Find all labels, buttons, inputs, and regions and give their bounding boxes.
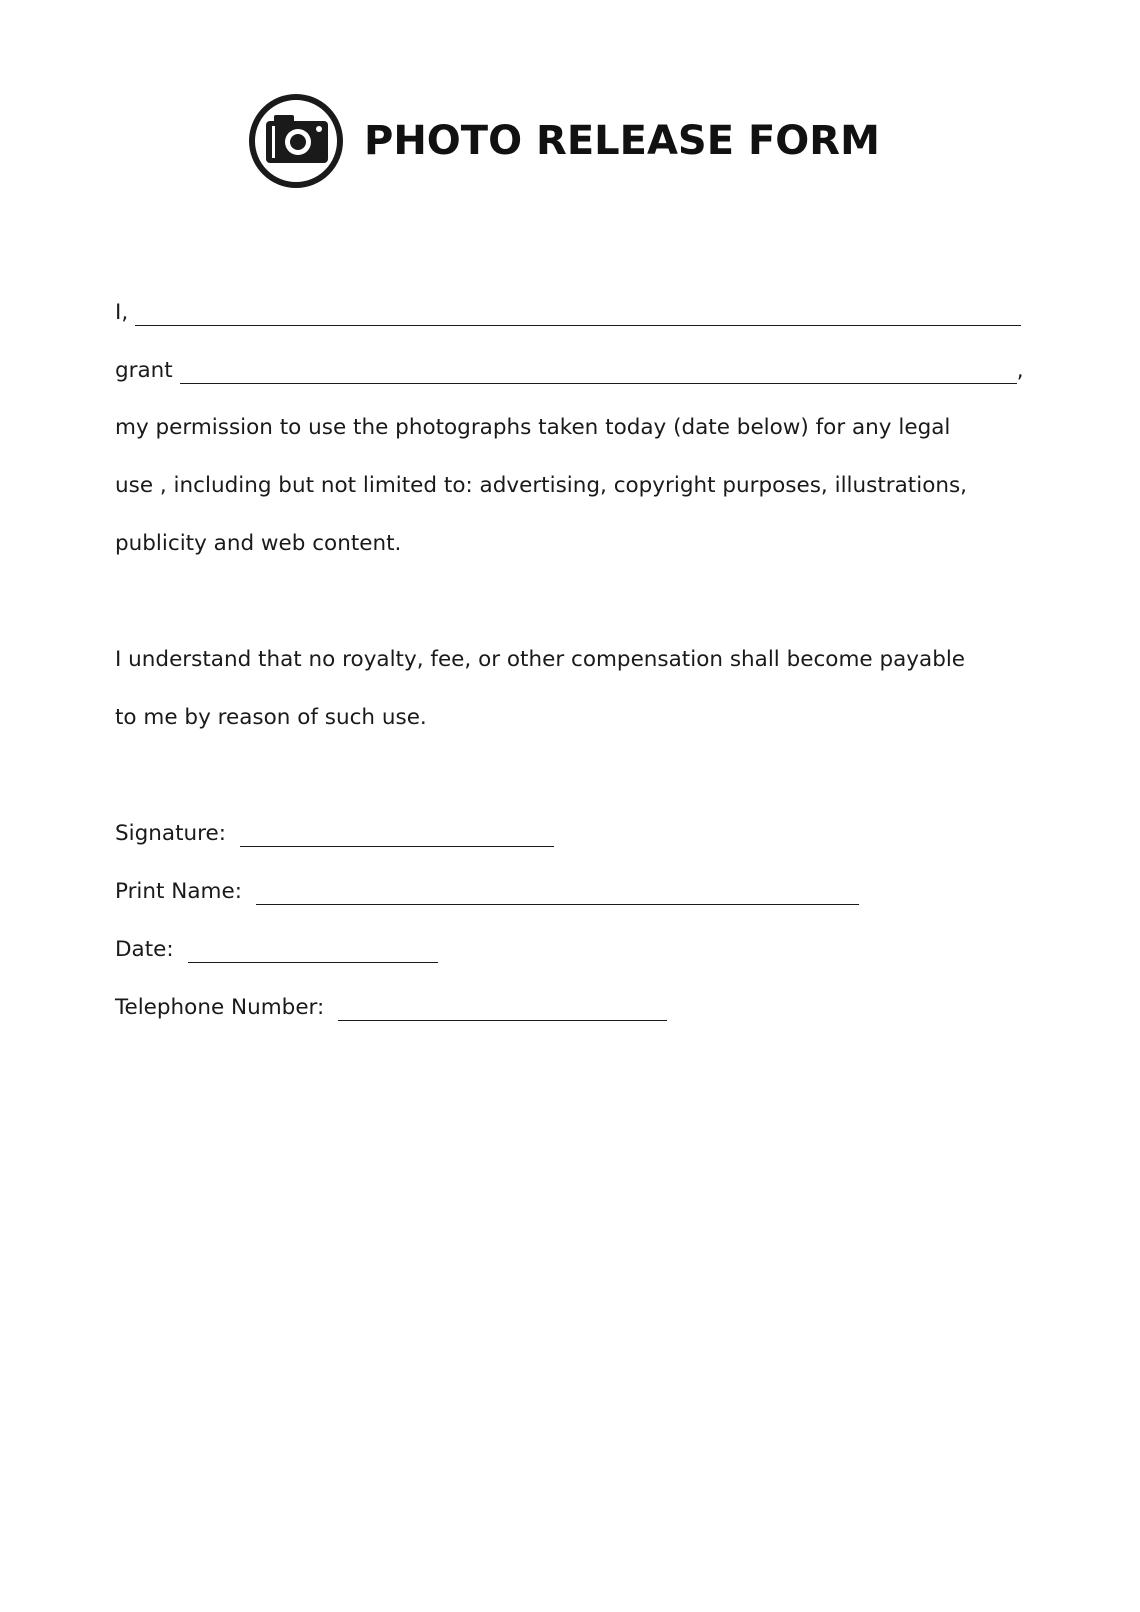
grantee-blank-field[interactable] xyxy=(180,361,1017,384)
permission-text-line-3: publicity and web content. xyxy=(115,531,402,556)
permission-text-line-2: use , including but not limited to: advertising, copyright purposes, illustrations, xyxy=(115,473,968,498)
date-field[interactable] xyxy=(188,940,438,963)
name-blank-field[interactable] xyxy=(135,303,1021,326)
name-line xyxy=(115,298,1021,328)
date-row xyxy=(115,935,438,965)
compensation-text-line-1: I understand that no royalty, fee, or other compensation shall become payable xyxy=(115,647,966,672)
name-prefix: I, xyxy=(115,300,129,325)
signature-field[interactable] xyxy=(240,824,554,847)
signature-row xyxy=(115,819,554,849)
page-title: PHOTO RELEASE FORM xyxy=(364,118,880,164)
signature-label: Signature: xyxy=(115,821,226,846)
grant-prefix: grant xyxy=(115,358,173,383)
grant-suffix: , xyxy=(1016,358,1024,383)
telephone-row xyxy=(115,993,667,1023)
compensation-text-line-2: to me by reason of such use. xyxy=(115,705,427,730)
telephone-field[interactable] xyxy=(338,998,667,1021)
print-name-label: Print Name: xyxy=(115,879,242,904)
telephone-label: Telephone Number: xyxy=(115,995,325,1020)
form-header xyxy=(248,93,880,189)
camera-icon xyxy=(248,93,344,189)
date-label: Date: xyxy=(115,937,174,962)
permission-text-line-1: my permission to use the photographs taken today (date below) for any legal xyxy=(115,415,951,440)
print-name-row xyxy=(115,877,859,907)
print-name-field[interactable] xyxy=(256,882,859,905)
grantee-line xyxy=(115,356,1024,386)
